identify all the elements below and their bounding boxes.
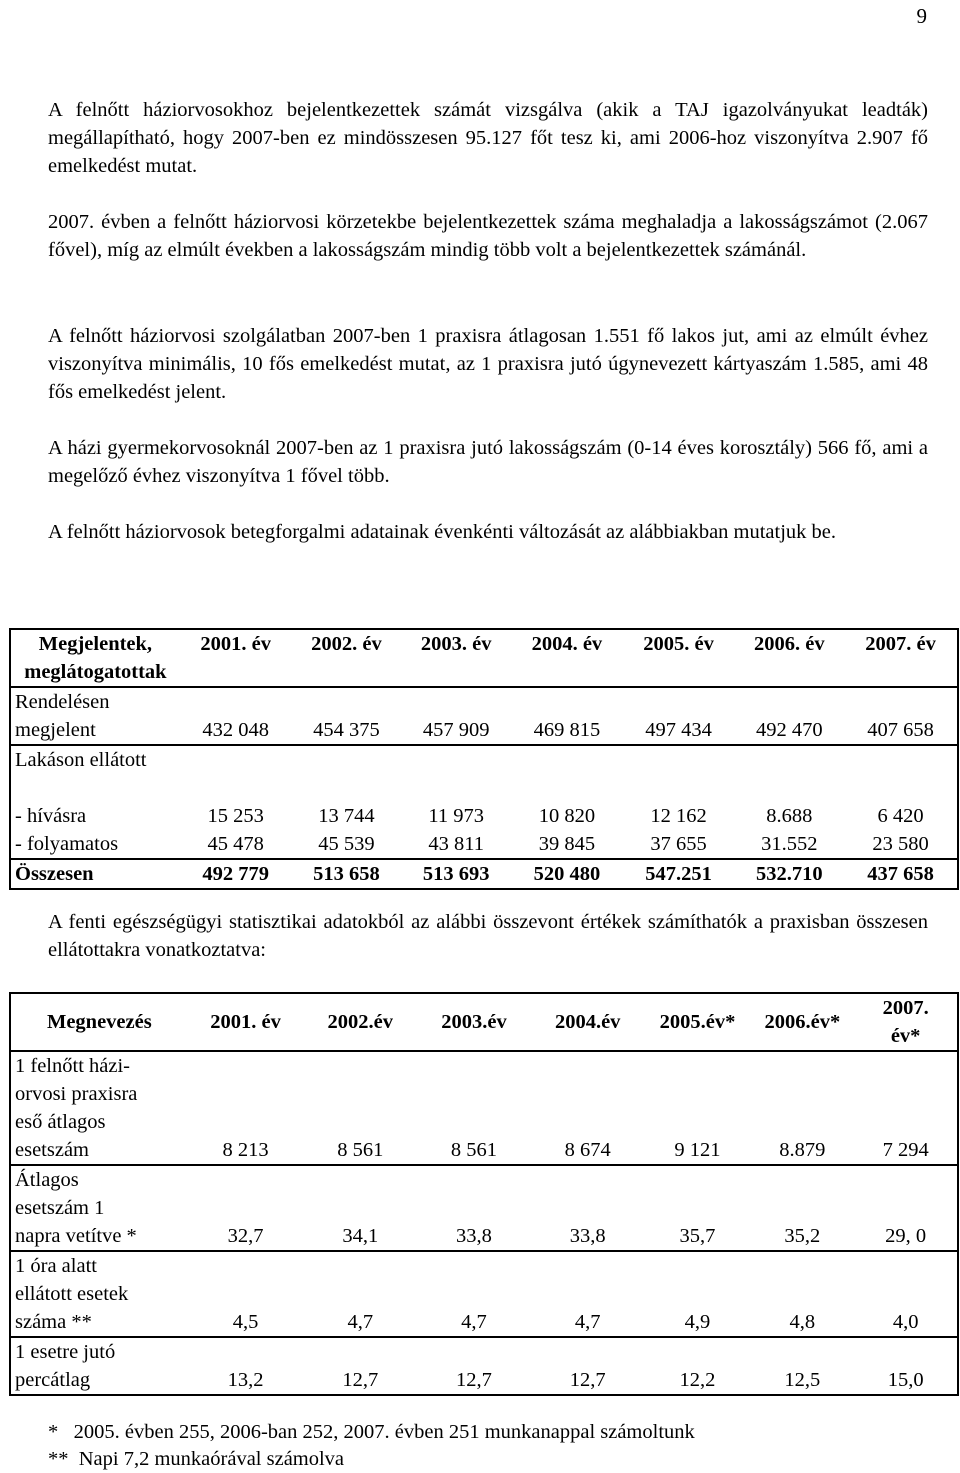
paragraph-4: A házi gyermekorvosoknál 2007-ben az 1 praxisra jutó lakosságszám (0-14 éves korosztály) 566 fő, ami a megelőző évhez viszonyítva 1 fővel több. <box>48 437 928 487</box>
table-cell: 12,7 <box>303 1337 417 1395</box>
year-header: 2004.év <box>531 993 645 1051</box>
table-row <box>10 1337 958 1395</box>
table-row <box>10 1051 958 1165</box>
row-label: Átlagos esetszám 1 napra vetítve * <box>10 1165 188 1251</box>
table-cell: 513 658 <box>292 859 402 889</box>
table-cell: 33,8 <box>531 1165 645 1251</box>
table-cell: 12 162 <box>650 805 707 827</box>
table-cell: 15 253 <box>207 805 264 827</box>
table-cell: 8 674 <box>531 1051 645 1165</box>
table-cell: 8 213 <box>188 1051 304 1165</box>
table-cell: 45 539 <box>318 833 375 855</box>
table-cell: 33,8 <box>417 1165 531 1251</box>
summary-table <box>9 992 959 1396</box>
table-cell: 15,0 <box>854 1337 958 1395</box>
table-cell: 454 375 <box>292 687 402 745</box>
table-cell: 43 811 <box>428 833 484 855</box>
table-cell: 31.552 <box>761 833 818 855</box>
table-cell: 8.688 <box>766 805 813 827</box>
row-label: Rendelésen megjelent <box>10 687 180 745</box>
table-cell: 497 434 <box>623 687 735 745</box>
table-cell: 492 779 <box>180 859 292 889</box>
patient-traffic-table <box>9 628 959 890</box>
year-header: 2007. év* <box>854 993 958 1051</box>
table-cell: 9 121 <box>645 1051 751 1165</box>
table-cell: 547.251 <box>623 859 735 889</box>
total-row <box>10 859 958 889</box>
table-row <box>10 830 958 859</box>
table-cell: 32,7 <box>188 1165 304 1251</box>
table-cell: 12,2 <box>645 1337 751 1395</box>
table-cell: 12,7 <box>531 1337 645 1395</box>
row-label: Lakáson ellátott <box>10 745 180 802</box>
table-cell: 457 909 <box>401 687 511 745</box>
table-cell: 532.710 <box>734 859 844 889</box>
table-cell: 432 048 <box>180 687 292 745</box>
table-cell: 513 693 <box>401 859 511 889</box>
row-label: 1 felnőtt házi- orvosi praxisra eső átlagos esetszám <box>10 1051 188 1165</box>
table-row <box>10 745 958 802</box>
table-cell: 437 658 <box>844 859 958 889</box>
paragraph-3: A felnőtt háziorvosi szolgálatban 2007-ben 1 praxisra átlagosan 1.551 fő lakos jut, ami az elmúlt évhez viszonyítva minimális, 10 fős emelkedést mutat, az 1 praxisra jutó úgynevezett kártyaszám 1.585, ami 48 fős emelkedést jelent. <box>48 325 928 403</box>
row-label: 1 óra alatt ellátott esetek száma ** <box>10 1251 188 1337</box>
table-cell: 8.879 <box>750 1051 854 1165</box>
table-row <box>10 1251 958 1337</box>
row-label: - hívásra <box>10 802 180 830</box>
paragraph-1: A felnőtt háziorvosokhoz bejelentkezettek számát vizsgálva (akik a TAJ igazolványukat leadták) megállapítható, hogy 2007-ben ez mindösszesen 95.127 főt tesz ki, ami 2006-hoz viszonyítva 2.907 fő emelkedést mutat. <box>48 99 928 177</box>
table-cell: 4,8 <box>750 1251 854 1337</box>
table-row <box>10 1165 958 1251</box>
table-cell: 4,7 <box>531 1251 645 1337</box>
row-label: 1 esetre jutó percátlag <box>10 1337 188 1395</box>
page-number: 9 <box>916 4 927 28</box>
year-header: 2001. év <box>180 629 292 687</box>
row-label: Összesen <box>10 859 180 889</box>
year-header: 2002. év <box>292 629 402 687</box>
footnote-1: * 2005. évben 255, 2006-ban 252, 2007. évben 251 munkanappal számoltunk <box>48 1421 695 1443</box>
table-cell: 37 655 <box>650 833 707 855</box>
table-header-row <box>10 993 958 1051</box>
year-header: 2005. év <box>623 629 735 687</box>
table-cell: 34,1 <box>303 1165 417 1251</box>
table-cell: 11 973 <box>428 805 484 827</box>
table-cell: 45 478 <box>207 833 264 855</box>
year-header: 2005.év* <box>645 993 751 1051</box>
table-cell: 35,2 <box>750 1165 854 1251</box>
header-label: Megjelentek, meglátogatottak <box>10 629 180 687</box>
year-header: 2003. év <box>401 629 511 687</box>
table-cell: 4,7 <box>417 1251 531 1337</box>
table-cell: 520 480 <box>511 859 623 889</box>
footnote-2: ** Napi 7,2 munkaórával számolva <box>48 1448 345 1470</box>
table-cell: 8 561 <box>417 1051 531 1165</box>
table-cell: 4,9 <box>645 1251 751 1337</box>
table-cell: 407 658 <box>844 687 958 745</box>
table-cell: 4,5 <box>188 1251 304 1337</box>
table-cell: 12,5 <box>750 1337 854 1395</box>
table-cell: 4,7 <box>303 1251 417 1337</box>
year-header: 2006. év <box>734 629 844 687</box>
header-label: Megnevezés <box>10 993 188 1051</box>
table-cell: 8 561 <box>303 1051 417 1165</box>
year-header: 2004. év <box>511 629 623 687</box>
table-cell: 12,7 <box>417 1337 531 1395</box>
table-cell: 13 744 <box>318 805 375 827</box>
year-header: 2003.év <box>417 993 531 1051</box>
table-cell: 10 820 <box>538 805 596 827</box>
table-cell: 6 420 <box>844 802 958 830</box>
table-cell: 13,2 <box>188 1337 304 1395</box>
paragraph-6: A fenti egészségügyi statisztikai adatokból az alábbi összevont értékek számíthatók a praxisban összesen ellátottakra vonatkoztatva: <box>48 911 928 961</box>
table-header-row <box>10 629 958 687</box>
paragraph-2: 2007. évben a felnőtt háziorvosi körzetekbe bejelentkezettek száma meghaladja a lakosságszámot (2.067 fővel), míg az elmúlt években a lakosságszám mindig több volt a bejelentkezettek számánál. <box>48 211 928 261</box>
year-header: 2006.év* <box>750 993 854 1051</box>
row-label: - folyamatos <box>10 830 180 859</box>
year-header: 2001. év <box>188 993 304 1051</box>
paragraph-5: A felnőtt háziorvosok betegforgalmi adatainak évenkénti változását az alábbiakban mutatjuk be. <box>48 521 837 543</box>
year-header: 2002.év <box>303 993 417 1051</box>
table-cell: 7 294 <box>854 1051 958 1165</box>
table-cell: 4,0 <box>854 1251 958 1337</box>
table-cell: 492 470 <box>734 687 844 745</box>
year-header: 2007. év <box>844 629 958 687</box>
table-cell: 35,7 <box>645 1165 751 1251</box>
table-cell: 39 845 <box>538 833 596 855</box>
table-cell: 23 580 <box>844 830 958 859</box>
table-cell: 29, 0 <box>854 1165 958 1251</box>
table-cell: 469 815 <box>511 687 623 745</box>
table-row <box>10 687 958 745</box>
table-row <box>10 802 958 830</box>
